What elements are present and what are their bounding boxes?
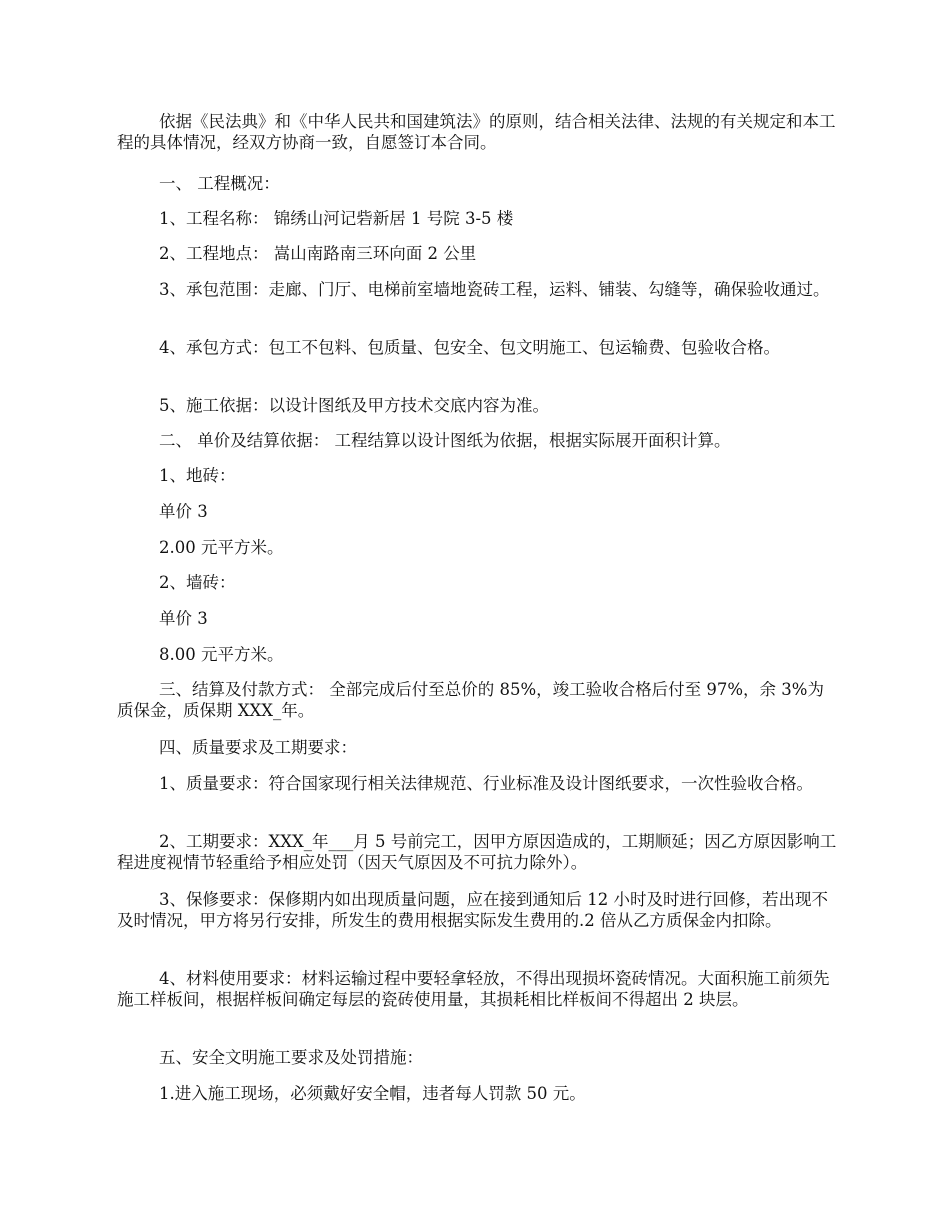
warranty-requirement: 3、保修要求：保修期内如出现质量问题，应在接到通知后 12 小时及时进行回修，若出现不及时情况，甲方将另行安排，所发生的费用根据实际发生费用的.2 倍从乙方质保金内扣除。 [117,890,828,930]
project-location: 2、工程地点： 嵩山南路南三环向面 2 公里 [117,244,477,263]
construction-basis: 5、施工依据：以设计图纸及甲方技术交底内容为准。 [117,396,549,415]
floor-tile-price-value: 2.00 元平方米。 [117,538,284,557]
floor-tile-unit-price: 单价 3 [117,502,208,521]
contract-scope: 3、承包范围：走廊、门厅、电梯前室墙地瓷砖工程，运料、铺装、勾缝等，确保验收通过。 [117,280,830,299]
schedule-requirement: 2、工期要求：XXX_年___月 5 号前完工，因甲方原因造成的，工期顺延；因乙方原因影响工程进度视情节轻重给予相应处罚（因天气原因及不可抗力除外）。 [117,832,837,872]
intro-paragraph: 依据《民法典》和《中华人民共和国建筑法》的原则，结合相关法律、法规的有关规定和本工程的具体情况，经双方协商一致，自愿签订本合同。 [117,112,836,152]
wall-tile-price-value: 8.00 元平方米。 [117,645,284,664]
safety-helmet-rule: 1.进入施工现场，必须戴好安全帽，违者每人罚款 50 元。 [117,1084,586,1103]
floor-tile-heading: 1、地砖： [117,466,236,485]
settlement-payment: 三、结算及付款方式： 全部完成后付至总价的 85%，竣工验收合格后付至 97%，余 3%为质保金，质保期 XXX_年。 [117,680,824,720]
wall-tile-unit-price: 单价 3 [117,609,208,628]
section-heading-overview: 一、 工程概况： [117,174,280,193]
project-name: 1、工程名称： 锦绣山河记砦新居 1 号院 3-5 楼 [117,209,514,228]
wall-tile-heading: 2、墙砖： [117,573,236,592]
section-heading-safety: 五、安全文明施工要求及处罚措施： [117,1048,423,1067]
material-requirement: 4、材料使用要求：材料运输过程中要轻拿轻放，不得出现损坏瓷砖情况。大面积施工前须先施工样板间，根据样板间确定每层的瓷砖使用量，其损耗相比样板间不得超出 2 块层。 [117,969,830,1009]
section-heading-pricing: 二、 单价及结算依据： 工程结算以设计图纸为依据，根据实际展开面积计算。 [117,431,731,450]
contract-method: 4、承包方式：包工不包料、包质量、包安全、包文明施工、包运输费、包验收合格。 [117,338,780,357]
quality-requirement: 1、质量要求：符合国家现行相关法律规范、行业标准及设计图纸要求，一次性验收合格。 [117,774,813,793]
section-heading-quality: 四、质量要求及工期要求： [117,738,357,757]
